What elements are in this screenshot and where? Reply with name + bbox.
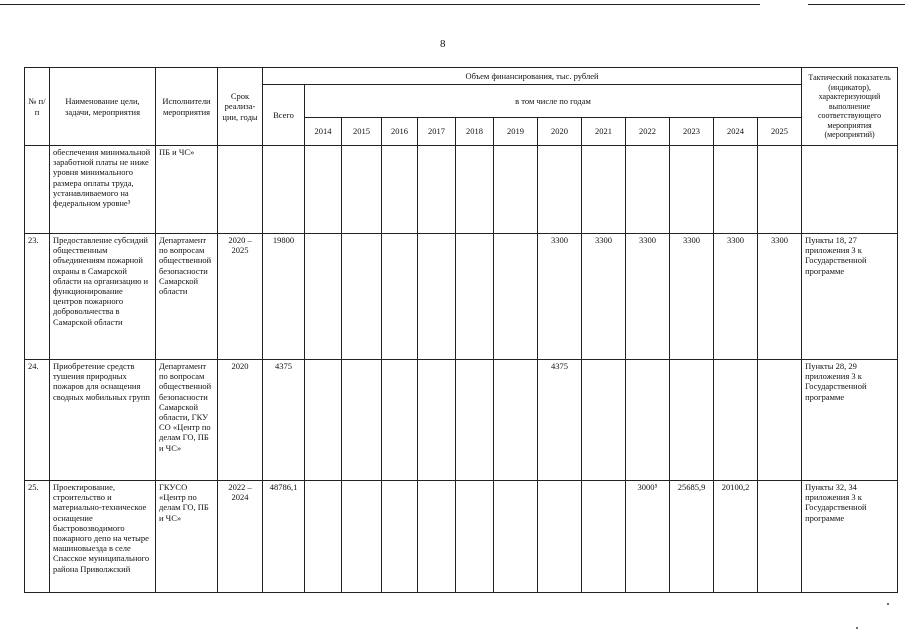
row-total: 4375: [263, 360, 305, 481]
row-executors: Департамент по вопросам общественной безопасности Самарской области, ГКУ СО «Центр по делам ГО, ПБ и ЧС»: [156, 360, 218, 481]
header-year: 2023: [670, 118, 714, 146]
row-year-value: [305, 360, 342, 481]
header-year: 2014: [305, 118, 342, 146]
row-year-value: [714, 360, 758, 481]
top-rule-right: [808, 4, 905, 5]
header-year: 2019: [494, 118, 538, 146]
row-executors: ГКУСО «Центр по делам ГО, ПБ и ЧС»: [156, 481, 218, 593]
row-num: 25.: [25, 481, 50, 593]
row-name: Приобретение средств тушения природных пожаров для оснащения сводных мобильных групп: [50, 360, 156, 481]
row-indicator: [802, 146, 898, 234]
row-year-value: [305, 146, 342, 234]
row-term: 2020 – 2025: [218, 234, 263, 360]
row-year-value: [456, 146, 494, 234]
row-year-value: [758, 146, 802, 234]
row-year-value: [626, 360, 670, 481]
row-year-value: [456, 481, 494, 593]
row-total: 19800: [263, 234, 305, 360]
row-year-value: [670, 360, 714, 481]
row-year-value: [494, 146, 538, 234]
header-year: 2017: [418, 118, 456, 146]
row-indicator: Пункты 28, 29 приложения 3 к Государственной программе: [802, 360, 898, 481]
row-year-value: [418, 360, 456, 481]
row-year-value: [456, 234, 494, 360]
header-funding: Объем финансирования, тыс. рублей: [263, 68, 802, 85]
header-indicator: Тактический показатель (индикатор), характеризующий выполнение соответствующего мероприятия (мероприятий): [802, 68, 898, 146]
header-year: 2020: [538, 118, 582, 146]
row-year-value: [538, 146, 582, 234]
row-total: [263, 146, 305, 234]
header-year: 2025: [758, 118, 802, 146]
table-row: [25, 481, 898, 593]
scan-speck: [887, 603, 889, 605]
row-year-value: 3300: [538, 234, 582, 360]
row-year-value: [382, 234, 418, 360]
row-year-value: 3000⁵: [626, 481, 670, 593]
row-year-value: [494, 234, 538, 360]
row-year-value: 3300: [582, 234, 626, 360]
row-term: [218, 146, 263, 234]
row-term: 2020: [218, 360, 263, 481]
header-term: Срок реализа-ции, годы: [218, 68, 263, 146]
row-year-value: [494, 360, 538, 481]
row-year-value: [456, 360, 494, 481]
header-by-years: в том числе по годам: [305, 85, 802, 118]
row-year-value: [305, 234, 342, 360]
row-year-value: [582, 146, 626, 234]
scan-speck: [856, 627, 858, 629]
row-executors: ПБ и ЧС»: [156, 146, 218, 234]
row-year-value: 3300: [758, 234, 802, 360]
header-name: Наименование цели, задачи, мероприятия: [50, 68, 156, 146]
row-year-value: [418, 234, 456, 360]
top-rule-left: [0, 4, 760, 5]
header-total: Всего: [263, 85, 305, 146]
header-year: 2015: [342, 118, 382, 146]
row-name: Проектирование, строительство и материально-техническое оснащение быстровозводимого пожарного депо на четыре машиновыезда в селе Спасское муниципального района Приволжский: [50, 481, 156, 593]
row-num: [25, 146, 50, 234]
row-year-value: [342, 146, 382, 234]
row-year-value: [305, 481, 342, 593]
row-indicator: Пункты 18, 27 приложения 3 к Государственной программе: [802, 234, 898, 360]
row-year-value: [382, 360, 418, 481]
row-indicator: Пункты 32, 34 приложения 3 к Государственной программе: [802, 481, 898, 593]
row-year-value: [758, 481, 802, 593]
row-year-value: [714, 146, 758, 234]
header-year: 2018: [456, 118, 494, 146]
program-activities-table: [24, 67, 898, 593]
header-executors: Исполнители мероприятия: [156, 68, 218, 146]
page-number: 8: [440, 38, 446, 50]
row-num: 24.: [25, 360, 50, 481]
row-year-value: 25685,9: [670, 481, 714, 593]
row-year-value: 3300: [626, 234, 670, 360]
header-num: № п/п: [25, 68, 50, 146]
row-name: Предоставление субсидий общественным объединениям пожарной охраны в Самарской области на организацию и функционирование центров пожарного добровольчества в Самарской области: [50, 234, 156, 360]
row-year-value: 3300: [714, 234, 758, 360]
header-year: 2021: [582, 118, 626, 146]
row-year-value: 3300: [670, 234, 714, 360]
header-year: 2022: [626, 118, 670, 146]
header-year: 2016: [382, 118, 418, 146]
row-year-value: [494, 481, 538, 593]
row-total: 48786,1: [263, 481, 305, 593]
row-year-value: [418, 481, 456, 593]
row-year-value: [382, 481, 418, 593]
row-year-value: [342, 360, 382, 481]
row-year-value: [342, 481, 382, 593]
row-year-value: 4375: [538, 360, 582, 481]
row-term: 2022 – 2024: [218, 481, 263, 593]
row-year-value: [538, 481, 582, 593]
row-year-value: [582, 360, 626, 481]
table-row: [25, 360, 898, 481]
row-executors: Департамент по вопросам общественной безопасности Самарской области: [156, 234, 218, 360]
row-year-value: [418, 146, 456, 234]
table-row: [25, 146, 898, 234]
row-year-value: [758, 360, 802, 481]
row-year-value: 20100,2: [714, 481, 758, 593]
row-year-value: [670, 146, 714, 234]
row-num: 23.: [25, 234, 50, 360]
row-year-value: [342, 234, 382, 360]
row-year-value: [582, 481, 626, 593]
table-row: [25, 234, 898, 360]
header-year: 2024: [714, 118, 758, 146]
row-name: обеспечения минимальной заработной платы не ниже уровня минимального размера оплаты труда, устанавливаемого на федеральном уровне³: [50, 146, 156, 234]
row-year-value: [626, 146, 670, 234]
row-year-value: [382, 146, 418, 234]
